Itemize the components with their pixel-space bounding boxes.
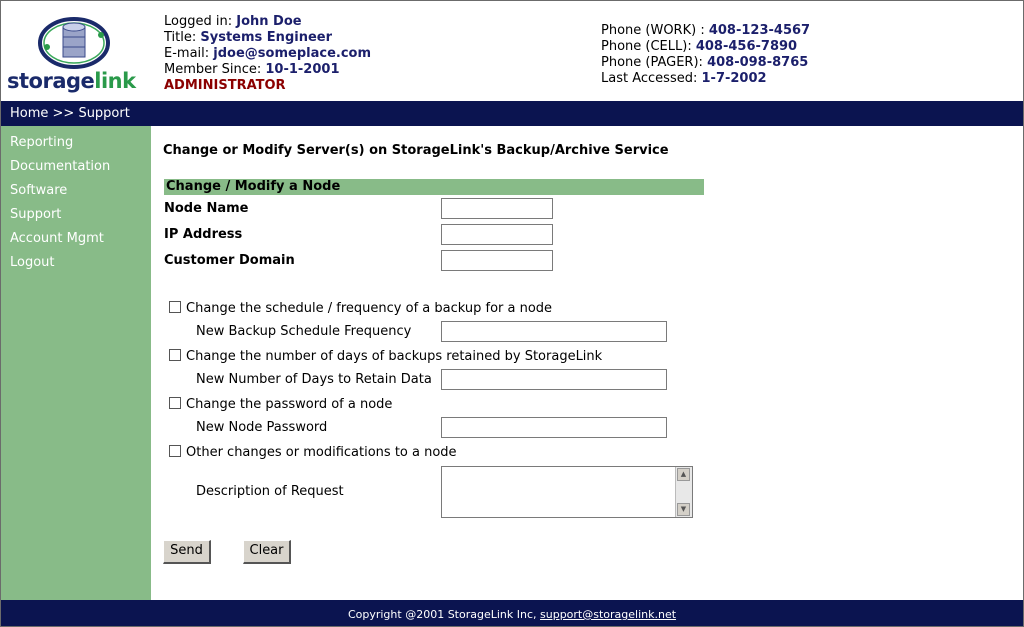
ip-address-input[interactable] bbox=[441, 224, 553, 245]
sidebar-item-logout[interactable]: Logout bbox=[10, 255, 55, 270]
user-name: John Doe bbox=[236, 14, 302, 29]
phone-work-line bbox=[601, 23, 810, 39]
breadcrumb[interactable]: Home >> Support bbox=[10, 106, 130, 121]
phone-work-label: Phone (WORK) : bbox=[601, 23, 705, 38]
sidebar-item-software[interactable]: Software bbox=[10, 183, 68, 198]
phone-pager-label: Phone (PAGER): bbox=[601, 55, 703, 70]
member-since: 10-1-2001 bbox=[265, 62, 340, 77]
customer-domain-input[interactable] bbox=[441, 250, 553, 271]
node-name-label: Node Name bbox=[164, 201, 249, 216]
other-option bbox=[169, 444, 457, 462]
phone-pager-line bbox=[601, 55, 810, 71]
title-label: Title: bbox=[164, 30, 197, 45]
clear-button[interactable]: Clear bbox=[243, 540, 291, 564]
header bbox=[1, 1, 1023, 101]
sidebar-item-support[interactable]: Support bbox=[10, 207, 62, 222]
customer-domain-label: Customer Domain bbox=[164, 253, 295, 268]
description-label: Description of Request bbox=[196, 484, 344, 499]
sidebar-item-documentation[interactable]: Documentation bbox=[10, 159, 111, 174]
storagelink-logo[interactable] bbox=[7, 13, 152, 93]
retention-checkbox[interactable] bbox=[169, 349, 181, 361]
member-label: Member Since: bbox=[164, 62, 262, 77]
title-line bbox=[164, 30, 371, 46]
logged-in-line bbox=[164, 14, 371, 30]
sidebar bbox=[1, 126, 151, 600]
password-option bbox=[169, 396, 392, 414]
phone-work: 408-123-4567 bbox=[708, 23, 811, 38]
user-title: Systems Engineer bbox=[200, 30, 333, 45]
logo-wordmark-part2: link bbox=[94, 69, 136, 93]
sidebar-item-account-mgmt[interactable]: Account Mgmt bbox=[10, 231, 104, 246]
ip-address-label: IP Address bbox=[164, 227, 243, 242]
description-textarea[interactable] bbox=[441, 466, 693, 518]
user-info bbox=[164, 14, 371, 94]
page-title: Change or Modify Server(s) on StorageLink's Backup/Archive Service bbox=[163, 143, 669, 158]
email-label: E-mail: bbox=[164, 46, 210, 61]
scroll-up-icon[interactable]: ▲ bbox=[677, 468, 690, 481]
copyright-text: Copyright @2001 StorageLink Inc, bbox=[347, 608, 537, 621]
user-email: jdoe@someplace.com bbox=[213, 46, 372, 61]
footer bbox=[1, 600, 1023, 626]
retention-days-input[interactable] bbox=[441, 369, 667, 390]
phone-cell-label: Phone (CELL): bbox=[601, 39, 692, 54]
user-role-badge: ADMINISTRATOR bbox=[164, 78, 286, 93]
logo-wordmark bbox=[7, 69, 136, 93]
send-button[interactable]: Send bbox=[163, 540, 211, 564]
last-accessed: 1-7-2002 bbox=[701, 71, 767, 86]
node-name-input[interactable] bbox=[441, 198, 553, 219]
retention-checkbox-label: Change the number of days of backups retained by StorageLink bbox=[186, 349, 603, 364]
member-line bbox=[164, 62, 371, 78]
logged-in-label: Logged in: bbox=[164, 14, 233, 29]
retention-option bbox=[169, 348, 602, 366]
last-accessed-line bbox=[601, 71, 810, 87]
section-header: Change / Modify a Node bbox=[164, 179, 704, 195]
other-checkbox[interactable] bbox=[169, 445, 181, 457]
node-password-input[interactable] bbox=[441, 417, 667, 438]
password-checkbox-label: Change the password of a node bbox=[186, 397, 393, 412]
node-password-label: New Node Password bbox=[196, 420, 328, 435]
schedule-checkbox-label: Change the schedule / frequency of a backup for a node bbox=[186, 301, 553, 316]
retention-days-label: New Number of Days to Retain Data bbox=[196, 372, 432, 387]
breadcrumb-bar bbox=[1, 101, 1023, 126]
main-content bbox=[152, 126, 1023, 600]
schedule-frequency-input[interactable] bbox=[441, 321, 667, 342]
phone-cell: 408-456-7890 bbox=[695, 39, 798, 54]
sidebar-item-reporting[interactable]: Reporting bbox=[10, 135, 74, 150]
phone-cell-line bbox=[601, 39, 810, 55]
schedule-option bbox=[169, 300, 552, 318]
password-checkbox[interactable] bbox=[169, 397, 181, 409]
email-line bbox=[164, 46, 371, 62]
logo-wordmark-part1: storage bbox=[7, 69, 95, 93]
textarea-scrollbar[interactable] bbox=[675, 467, 692, 517]
schedule-frequency-label: New Backup Schedule Frequency bbox=[196, 324, 412, 339]
phone-pager: 408-098-8765 bbox=[707, 55, 809, 70]
other-checkbox-label: Other changes or modifications to a node bbox=[186, 445, 457, 460]
schedule-checkbox[interactable] bbox=[169, 301, 181, 313]
scroll-down-icon[interactable]: ▼ bbox=[677, 503, 690, 516]
contact-info bbox=[601, 23, 810, 87]
support-email-link[interactable]: support@storagelink.net bbox=[540, 608, 677, 621]
last-accessed-label: Last Accessed: bbox=[601, 71, 698, 86]
database-globe-icon bbox=[7, 13, 152, 69]
